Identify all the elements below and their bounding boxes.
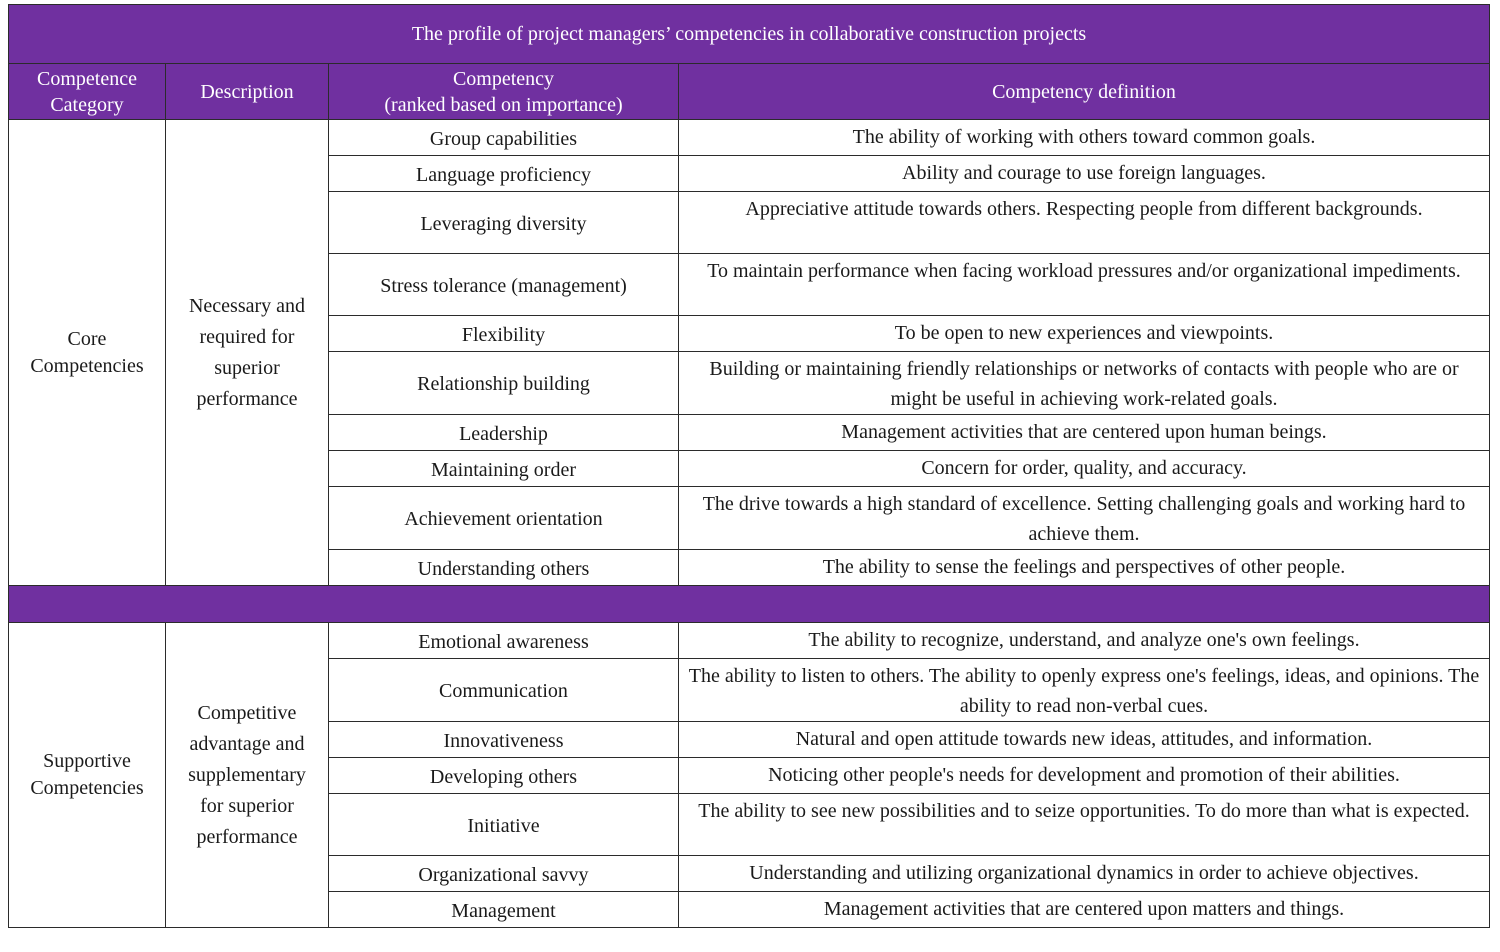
competency-definition-cell: Building or maintaining friendly relationships or networks of contacts with people who are or might be useful in achieving work-related goals. xyxy=(679,352,1490,415)
competence-category-cell xyxy=(9,623,166,928)
header-competency-definition: Competency definition xyxy=(679,64,1490,120)
competency-profile-table xyxy=(8,4,1490,928)
competency-definition-cell: Natural and open attitude towards new ideas, attitudes, and information. xyxy=(679,722,1490,758)
competency-cell: Flexibility xyxy=(329,316,679,352)
group-separator-row xyxy=(9,586,1490,623)
competency-definition-cell: Concern for order, quality, and accuracy. xyxy=(679,451,1490,487)
competency-cell: Maintaining order xyxy=(329,451,679,487)
description-line: performance xyxy=(196,387,298,410)
competency-definition-cell: The ability to listen to others. The ability to openly express one's feelings, ideas, and opinions. The ability to read non-verbal cues. xyxy=(679,659,1490,722)
header-description: Description xyxy=(166,64,329,120)
competency-definition-cell: The ability to recognize, understand, and analyze one's own feelings. xyxy=(679,623,1490,659)
competency-cell: Management xyxy=(329,892,679,928)
competency-definition-cell: Understanding and utilizing organizational dynamics in order to achieve objectives. xyxy=(679,856,1490,892)
competency-definition-cell: The ability to see new possibilities and to seize opportunities. To do more than what is expected. xyxy=(679,794,1490,856)
competency-cell: Language proficiency xyxy=(329,156,679,192)
competency-definition-cell: To maintain performance when facing workload pressures and/or organizational impediments. xyxy=(679,254,1490,316)
description-line: advantage and xyxy=(189,732,305,755)
table-row xyxy=(9,120,1490,156)
description-line: superior xyxy=(214,356,280,379)
description-line: for superior xyxy=(200,794,294,817)
description-line: supplementary xyxy=(188,763,306,786)
competency-cell: Leadership xyxy=(329,415,679,451)
competency-definition-cell: Management activities that are centered upon human beings. xyxy=(679,415,1490,451)
description-cell xyxy=(166,120,329,586)
competency-cell: Achievement orientation xyxy=(329,487,679,550)
competency-cell: Understanding others xyxy=(329,550,679,586)
competency-definition-cell: Management activities that are centered upon matters and things. xyxy=(679,892,1490,928)
competence-category-cell xyxy=(9,120,166,586)
competency-definition-cell: The ability of working with others toward common goals. xyxy=(679,120,1490,156)
header-category-line-2: Category xyxy=(50,93,124,116)
description-line: Competitive xyxy=(197,701,297,724)
description-line: required for xyxy=(199,325,295,348)
description-line: Necessary and xyxy=(188,294,306,317)
competency-definition-cell: Noticing other people's needs for development and promotion of their abilities. xyxy=(679,758,1490,794)
table-row xyxy=(9,623,1490,659)
competency-cell: Developing others xyxy=(329,758,679,794)
competency-definition-cell: The drive towards a high standard of excellence. Setting challenging goals and working hard to achieve them. xyxy=(679,487,1490,550)
competency-cell: Initiative xyxy=(329,794,679,856)
competency-cell: Emotional awareness xyxy=(329,623,679,659)
category-line: Supportive xyxy=(43,750,131,772)
competency-definition-cell: To be open to new experiences and viewpoints. xyxy=(679,316,1490,352)
competency-cell: Stress tolerance (management) xyxy=(329,254,679,316)
description-cell xyxy=(166,623,329,928)
competency-cell: Group capabilities xyxy=(329,120,679,156)
table-body xyxy=(9,120,1490,928)
header-competency-line-1: Competency xyxy=(452,67,555,90)
competency-cell: Relationship building xyxy=(329,352,679,415)
category-line: Competencies xyxy=(30,777,144,799)
competency-cell: Innovativeness xyxy=(329,722,679,758)
competency-definition-cell: Appreciative attitude towards others. Respecting people from different backgrounds. xyxy=(679,192,1490,254)
table-title: The profile of project managers’ competencies in collaborative construction projects xyxy=(9,5,1490,64)
competency-cell: Leveraging diversity xyxy=(329,192,679,254)
competency-cell: Organizational savvy xyxy=(329,856,679,892)
competency-cell: Communication xyxy=(329,659,679,722)
competency-definition-cell: Ability and courage to use foreign languages. xyxy=(679,156,1490,192)
category-line: Competencies xyxy=(30,354,144,377)
header-competency xyxy=(329,64,679,120)
competency-definition-cell: The ability to sense the feelings and perspectives of other people. xyxy=(679,550,1490,586)
group-separator-band xyxy=(9,586,1490,623)
header-competence-category xyxy=(9,64,166,120)
header-category-line-1: Competence xyxy=(37,67,137,90)
category-line: Core xyxy=(67,327,107,350)
description-line: performance xyxy=(196,825,298,848)
header-competency-line-2: (ranked based on importance) xyxy=(384,93,623,116)
